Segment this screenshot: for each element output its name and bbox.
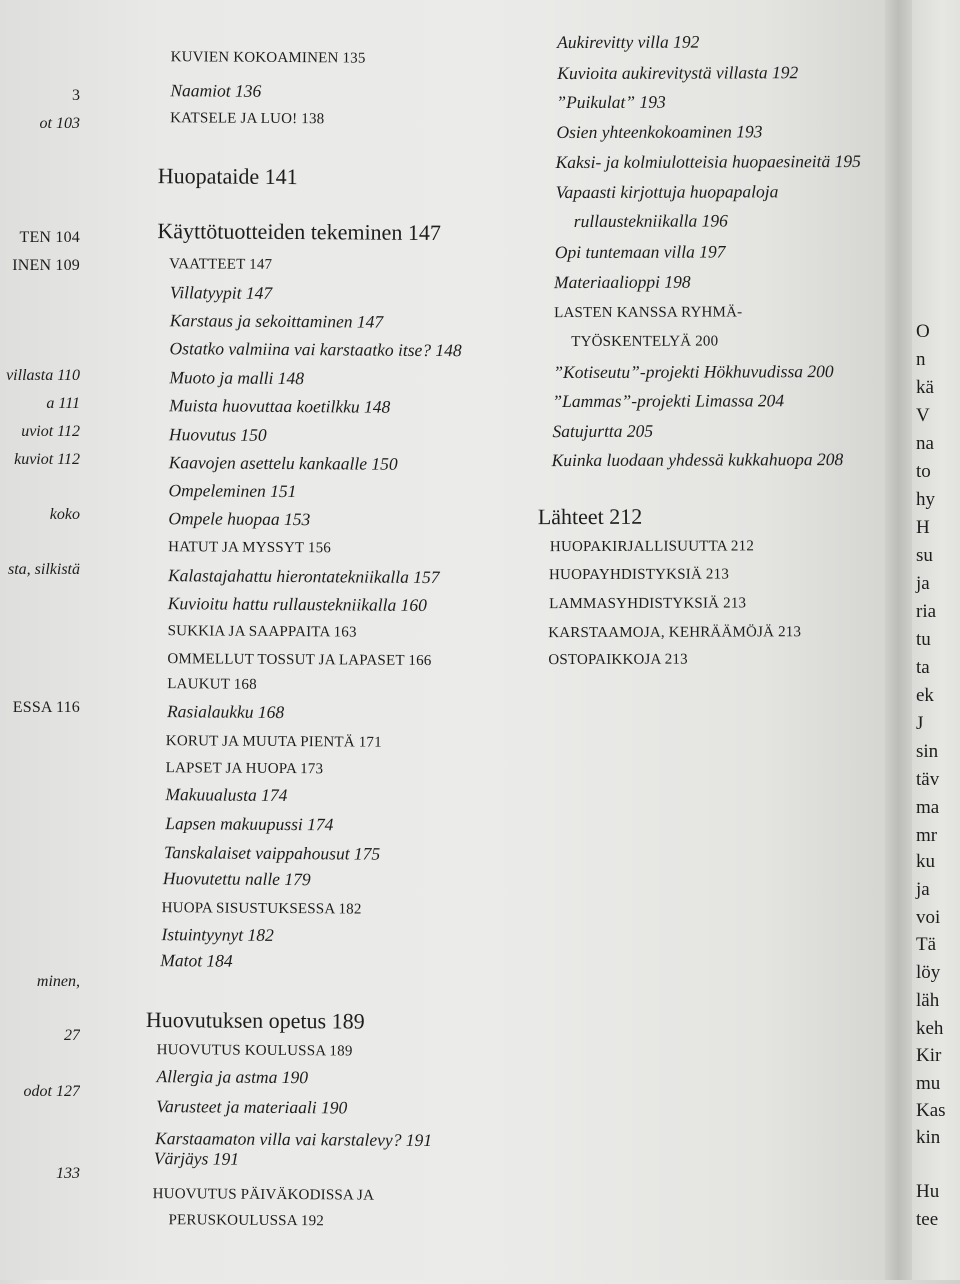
toc-entry-fragment: koko — [49, 506, 80, 523]
toc-entry: Karstaus ja sekoittaminen 147 — [169, 310, 384, 332]
toc-entry: Muoto ja malli 148 — [169, 367, 305, 389]
toc-entry: HUOPAYHDISTYKSIÄ 213 — [548, 566, 730, 584]
toc-entry: rullaustekniikalla 196 — [573, 210, 728, 231]
body-text-fragment: hy — [916, 489, 935, 510]
toc-entry: Kuvioita aukirevitystä villasta 192 — [557, 62, 799, 84]
body-text-fragment: ta — [916, 657, 930, 678]
body-text-fragment: ria — [916, 601, 937, 622]
toc-entry: HUOVUTUS KOULUSSA 189 — [156, 1042, 353, 1060]
toc-section-heading: Käyttötuotteiden tekeminen 147 — [157, 218, 441, 246]
toc-entry-fragment: a 111 — [46, 395, 80, 412]
toc-entry: Kaavojen asettelu kankaalle 150 — [168, 452, 398, 474]
body-text-fragment: na — [916, 433, 934, 454]
body-text-fragment: mu — [916, 1073, 941, 1094]
body-text-fragment: J — [916, 713, 924, 734]
body-text-fragment: tu — [916, 629, 931, 650]
toc-entry: Lapsen makuupussi 174 — [165, 813, 334, 835]
toc-entry: ”Puikulat” 193 — [556, 91, 666, 113]
toc-entry: Huovutus 150 — [168, 424, 267, 445]
toc-entry: Ompeleminen 151 — [168, 480, 297, 502]
toc-entry: KUVIEN KOKOAMINEN 135 — [170, 49, 366, 67]
toc-entry: Kaksi- ja kolmiulotteisia huopaesineitä 195 — [555, 150, 861, 173]
toc-entry: Kuvioitu hattu rullaustekniikalla 160 — [167, 593, 427, 615]
body-text-fragment: H — [916, 517, 930, 538]
toc-entry-fragment: minen, — [36, 973, 80, 990]
toc-entry: OSTOPAIKKOJA 213 — [548, 651, 688, 669]
toc-entry: VAATTEET 147 — [169, 256, 273, 273]
toc-entry: Aukirevitty villa 192 — [557, 31, 700, 53]
toc-entry: KATSELE JA LUO! 138 — [170, 110, 325, 128]
toc-entry: KORUT JA MUUTA PIENTÄ 171 — [165, 733, 382, 751]
toc-entry: Huovutettu nalle 179 — [162, 868, 311, 890]
toc-entry: Ostatko valmiina vai karstaatko itse? 148 — [169, 338, 462, 361]
toc-entry: LASTEN KANSSA RYHMÄ- — [554, 304, 743, 322]
toc-entry: Satujurtta 205 — [552, 420, 654, 442]
toc-entry: LAUKUT 168 — [167, 676, 257, 693]
toc-entry: KARSTAAMOJA, KEHRÄÄMÖJÄ 213 — [548, 624, 802, 642]
toc-entry: Makuualusta 174 — [165, 784, 288, 806]
body-text-fragment: V — [916, 405, 930, 426]
body-text-fragment: Kir — [916, 1045, 942, 1066]
toc-section-heading: Huopataide 141 — [157, 163, 298, 190]
body-text-fragment: löy — [916, 962, 941, 983]
toc-entry: Allergia ja astma 190 — [156, 1066, 309, 1088]
toc-entry-fragment: ot 103 — [39, 115, 80, 132]
toc-entry: Naamiot 136 — [170, 80, 262, 101]
toc-entry: Opi tuntemaan villa 197 — [554, 241, 726, 263]
toc-entry: Karstaamaton villa vai karstalevy? 191 — [154, 1128, 433, 1151]
toc-entry: PERUSKOULUSSA 192 — [168, 1212, 325, 1230]
body-text-fragment: Tä — [916, 934, 937, 955]
toc-entry: HUOPA SISUSTUKSESSA 182 — [161, 900, 362, 918]
toc-entry: Värjäys 191 — [153, 1148, 240, 1169]
body-text-fragment: to — [916, 461, 931, 482]
body-text-fragment: O — [916, 321, 930, 342]
toc-entry: SUKKIA JA SAAPPAITA 163 — [167, 623, 357, 641]
toc-entry-fragment: 133 — [56, 1165, 80, 1182]
body-text-fragment: kin — [916, 1127, 941, 1148]
toc-entry-fragment: uviot 112 — [21, 423, 80, 440]
body-text-fragment: ja — [916, 573, 930, 594]
toc-entry: OMMELLUT TOSSUT JA LAPASET 166 — [167, 651, 432, 670]
body-text-fragment: läh — [916, 990, 940, 1011]
toc-entry-fragment: ESSA 116 — [12, 699, 80, 716]
body-text-fragment: sin — [916, 741, 939, 762]
toc-entry-fragment: odot 127 — [23, 1083, 80, 1100]
toc-entry-fragment: kuviot 112 — [14, 451, 80, 468]
body-text-fragment: tee — [916, 1209, 939, 1230]
toc-entry-fragment: sta, silkistä — [7, 561, 80, 578]
toc-entry: Ompele huopaa 153 — [168, 508, 311, 530]
body-text-fragment: su — [916, 545, 933, 566]
body-text-fragment: Kas — [916, 1100, 946, 1121]
toc-entry: Istuintyynyt 182 — [161, 924, 274, 945]
toc-entry: LAMMASYHDISTYKSIÄ 213 — [549, 595, 747, 613]
toc-entry: LAPSET JA HUOPA 173 — [165, 760, 324, 778]
toc-entry: HUOVUTUS PÄIVÄKODISSA JA — [152, 1186, 375, 1204]
toc-entry: Osien yhteenkokoaminen 193 — [556, 121, 763, 143]
body-text-fragment: Hu — [916, 1181, 940, 1202]
toc-entry: Matot 184 — [160, 950, 233, 971]
right-book-page — [912, 0, 960, 1280]
body-text-fragment: täv — [916, 769, 940, 790]
body-text-fragment: ku — [916, 851, 935, 872]
toc-entry-fragment: TEN 104 — [19, 229, 80, 246]
toc-entry: Varusteet ja materiaali 190 — [156, 1096, 348, 1118]
toc-entry-fragment: 3 — [72, 87, 80, 104]
toc-entry: ”Lammas”-projekti Limassa 204 — [552, 390, 785, 412]
toc-entry: Rasialaukku 168 — [166, 701, 285, 723]
body-text-fragment: keh — [916, 1018, 944, 1039]
body-text-fragment: n — [916, 349, 926, 370]
toc-entry: Kuinka luodaan yhdessä kukkahuopa 208 — [551, 449, 844, 471]
toc-section-heading: Huovutuksen opetus 189 — [145, 1007, 365, 1034]
body-text-fragment: ja — [916, 879, 930, 900]
toc-entry: HATUT JA MYSSYT 156 — [168, 539, 332, 557]
toc-entry: Vapaasti kirjottuja huopapaloja — [555, 181, 779, 203]
body-text-fragment: mr — [916, 825, 938, 846]
toc-entry: TYÖSKENTELYÄ 200 — [571, 333, 719, 351]
toc-entry: Kalastajahattu hierontatekniikalla 157 — [167, 565, 440, 588]
toc-entry: HUOPAKIRJALLISUUTTA 212 — [549, 538, 755, 556]
toc-section-heading: Lähteet 212 — [537, 503, 643, 530]
body-text-fragment: voi — [916, 907, 941, 928]
toc-entry-fragment: 27 — [64, 1027, 80, 1044]
toc-entry: Materiaalioppi 198 — [553, 271, 691, 293]
toc-entry-fragment: villasta 110 — [6, 367, 80, 384]
toc-entry: Tanskalaiset vaippahousut 175 — [163, 842, 381, 864]
body-text-fragment: kä — [916, 377, 934, 398]
toc-entry: ”Kotiseutu”-projekti Hökhuvudissa 200 — [553, 361, 834, 383]
toc-entry: Muista huovuttaa koetilkku 148 — [169, 395, 391, 417]
toc-entry: Villatyypit 147 — [169, 282, 273, 303]
body-text-fragment: ek — [916, 685, 934, 706]
body-text-fragment: ma — [916, 797, 940, 818]
toc-entry-fragment: INEN 109 — [12, 257, 80, 274]
